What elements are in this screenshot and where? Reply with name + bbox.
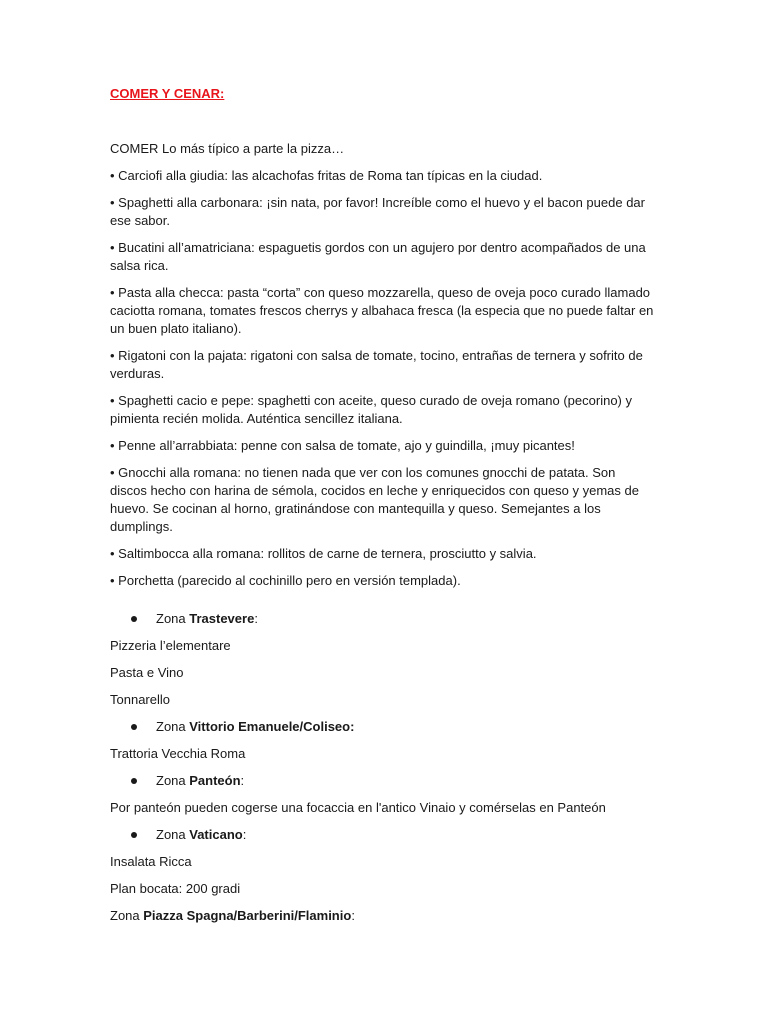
dish-item: • Gnocchi alla romana: no tienen nada que ver con los comunes gnocchi de patata. Son discos hecho con harina de sémola, cocidos en leche y enriquecidos con queso y yemas de huevo. Se cocinan al horno, gratinándose con mantequilla y queso. Semejantes a los dumplings. xyxy=(110,465,639,534)
bullet-icon xyxy=(131,724,137,730)
place-item: Tonnarello xyxy=(110,692,170,707)
bullet-icon xyxy=(131,832,137,838)
zone-suffix: : xyxy=(240,773,245,788)
dish-item: • Porchetta (parecido al cochinillo pero en versión templada). xyxy=(110,573,461,588)
bullet-icon xyxy=(131,616,137,622)
place-item: Insalata Ricca xyxy=(110,854,192,869)
zone-name: Trastevere xyxy=(189,611,255,626)
zone-prefix: Zona xyxy=(156,827,190,842)
dish-item: • Spaghetti cacio e pepe: spaghetti con aceite, queso curado de oveja romano (pecorino) y pimienta recién molida. Auténtica sencillez italiana. xyxy=(110,393,632,426)
zone-heading-panteon xyxy=(110,772,670,790)
dish-item: • Spaghetti alla carbonara: ¡sin nata, por favor! Increíble como el huevo y el bacon puede dar ese sabor. xyxy=(110,195,645,228)
dish-item: • Rigatoni con la pajata: rigatoni con salsa de tomate, tocino, entrañas de ternera y sofrito de verduras. xyxy=(110,348,643,381)
dish-item: • Pasta alla checca: pasta “corta” con queso mozzarella, queso de oveja poco curado llamado caciotta romana, tomates frescos cherrys y albahaca fresca (la especia que no puede faltar en un buen plato italiano). xyxy=(110,285,654,336)
place-item: Por panteón pueden cogerse una focaccia en l'antico Vinaio y comérselas en Panteón xyxy=(110,800,606,815)
dish-item: • Penne all’arrabbiata: penne con salsa de tomate, ajo y guindilla, ¡muy picantes! xyxy=(110,438,575,453)
zone-prefix: Zona xyxy=(110,908,144,923)
place-item: Pasta e Vino xyxy=(110,665,184,680)
zone-heading-coliseo xyxy=(110,718,670,736)
place-item: Trattoria Vecchia Roma xyxy=(110,746,246,761)
zone-name: Vittorio Emanuele/Coliseo: xyxy=(189,719,355,734)
zone-suffix: : xyxy=(351,908,355,923)
zone-suffix: : xyxy=(254,611,258,626)
zones-list xyxy=(110,610,670,934)
place-item: Plan bocata: 200 gradi xyxy=(110,881,241,896)
bullet-icon xyxy=(131,778,137,784)
zone-name: Vaticano xyxy=(189,827,243,842)
zone-heading-trastevere xyxy=(110,610,670,628)
intro-text: COMER Lo más típico a parte la pizza… xyxy=(110,141,345,156)
dish-item: • Saltimbocca alla romana: rollitos de carne de ternera, prosciutto y salvia. xyxy=(110,546,537,561)
zone-name: Piazza Spagna/Barberini/Flaminio xyxy=(143,908,352,923)
dish-item: • Carciofi alla giudia: las alcachofas fritas de Roma tan típicas en la ciudad. xyxy=(110,168,543,183)
dish-item: • Bucatini all’amatriciana: espaguetis gordos con un agujero por dentro acompañados de una salsa rica. xyxy=(110,240,646,273)
zone-suffix: : xyxy=(242,827,247,842)
place-item: Pizzeria l’elementare xyxy=(110,638,231,653)
zone-prefix: Zona xyxy=(156,773,190,788)
zone-heading-vaticano xyxy=(110,826,670,844)
zone-prefix: Zona xyxy=(156,719,190,734)
dish-list xyxy=(110,167,655,599)
section-title: COMER Y CENAR: xyxy=(110,86,225,101)
zone-name: Panteón xyxy=(189,773,241,788)
zone-heading-spagna xyxy=(110,907,670,925)
zone-prefix: Zona xyxy=(156,611,190,626)
